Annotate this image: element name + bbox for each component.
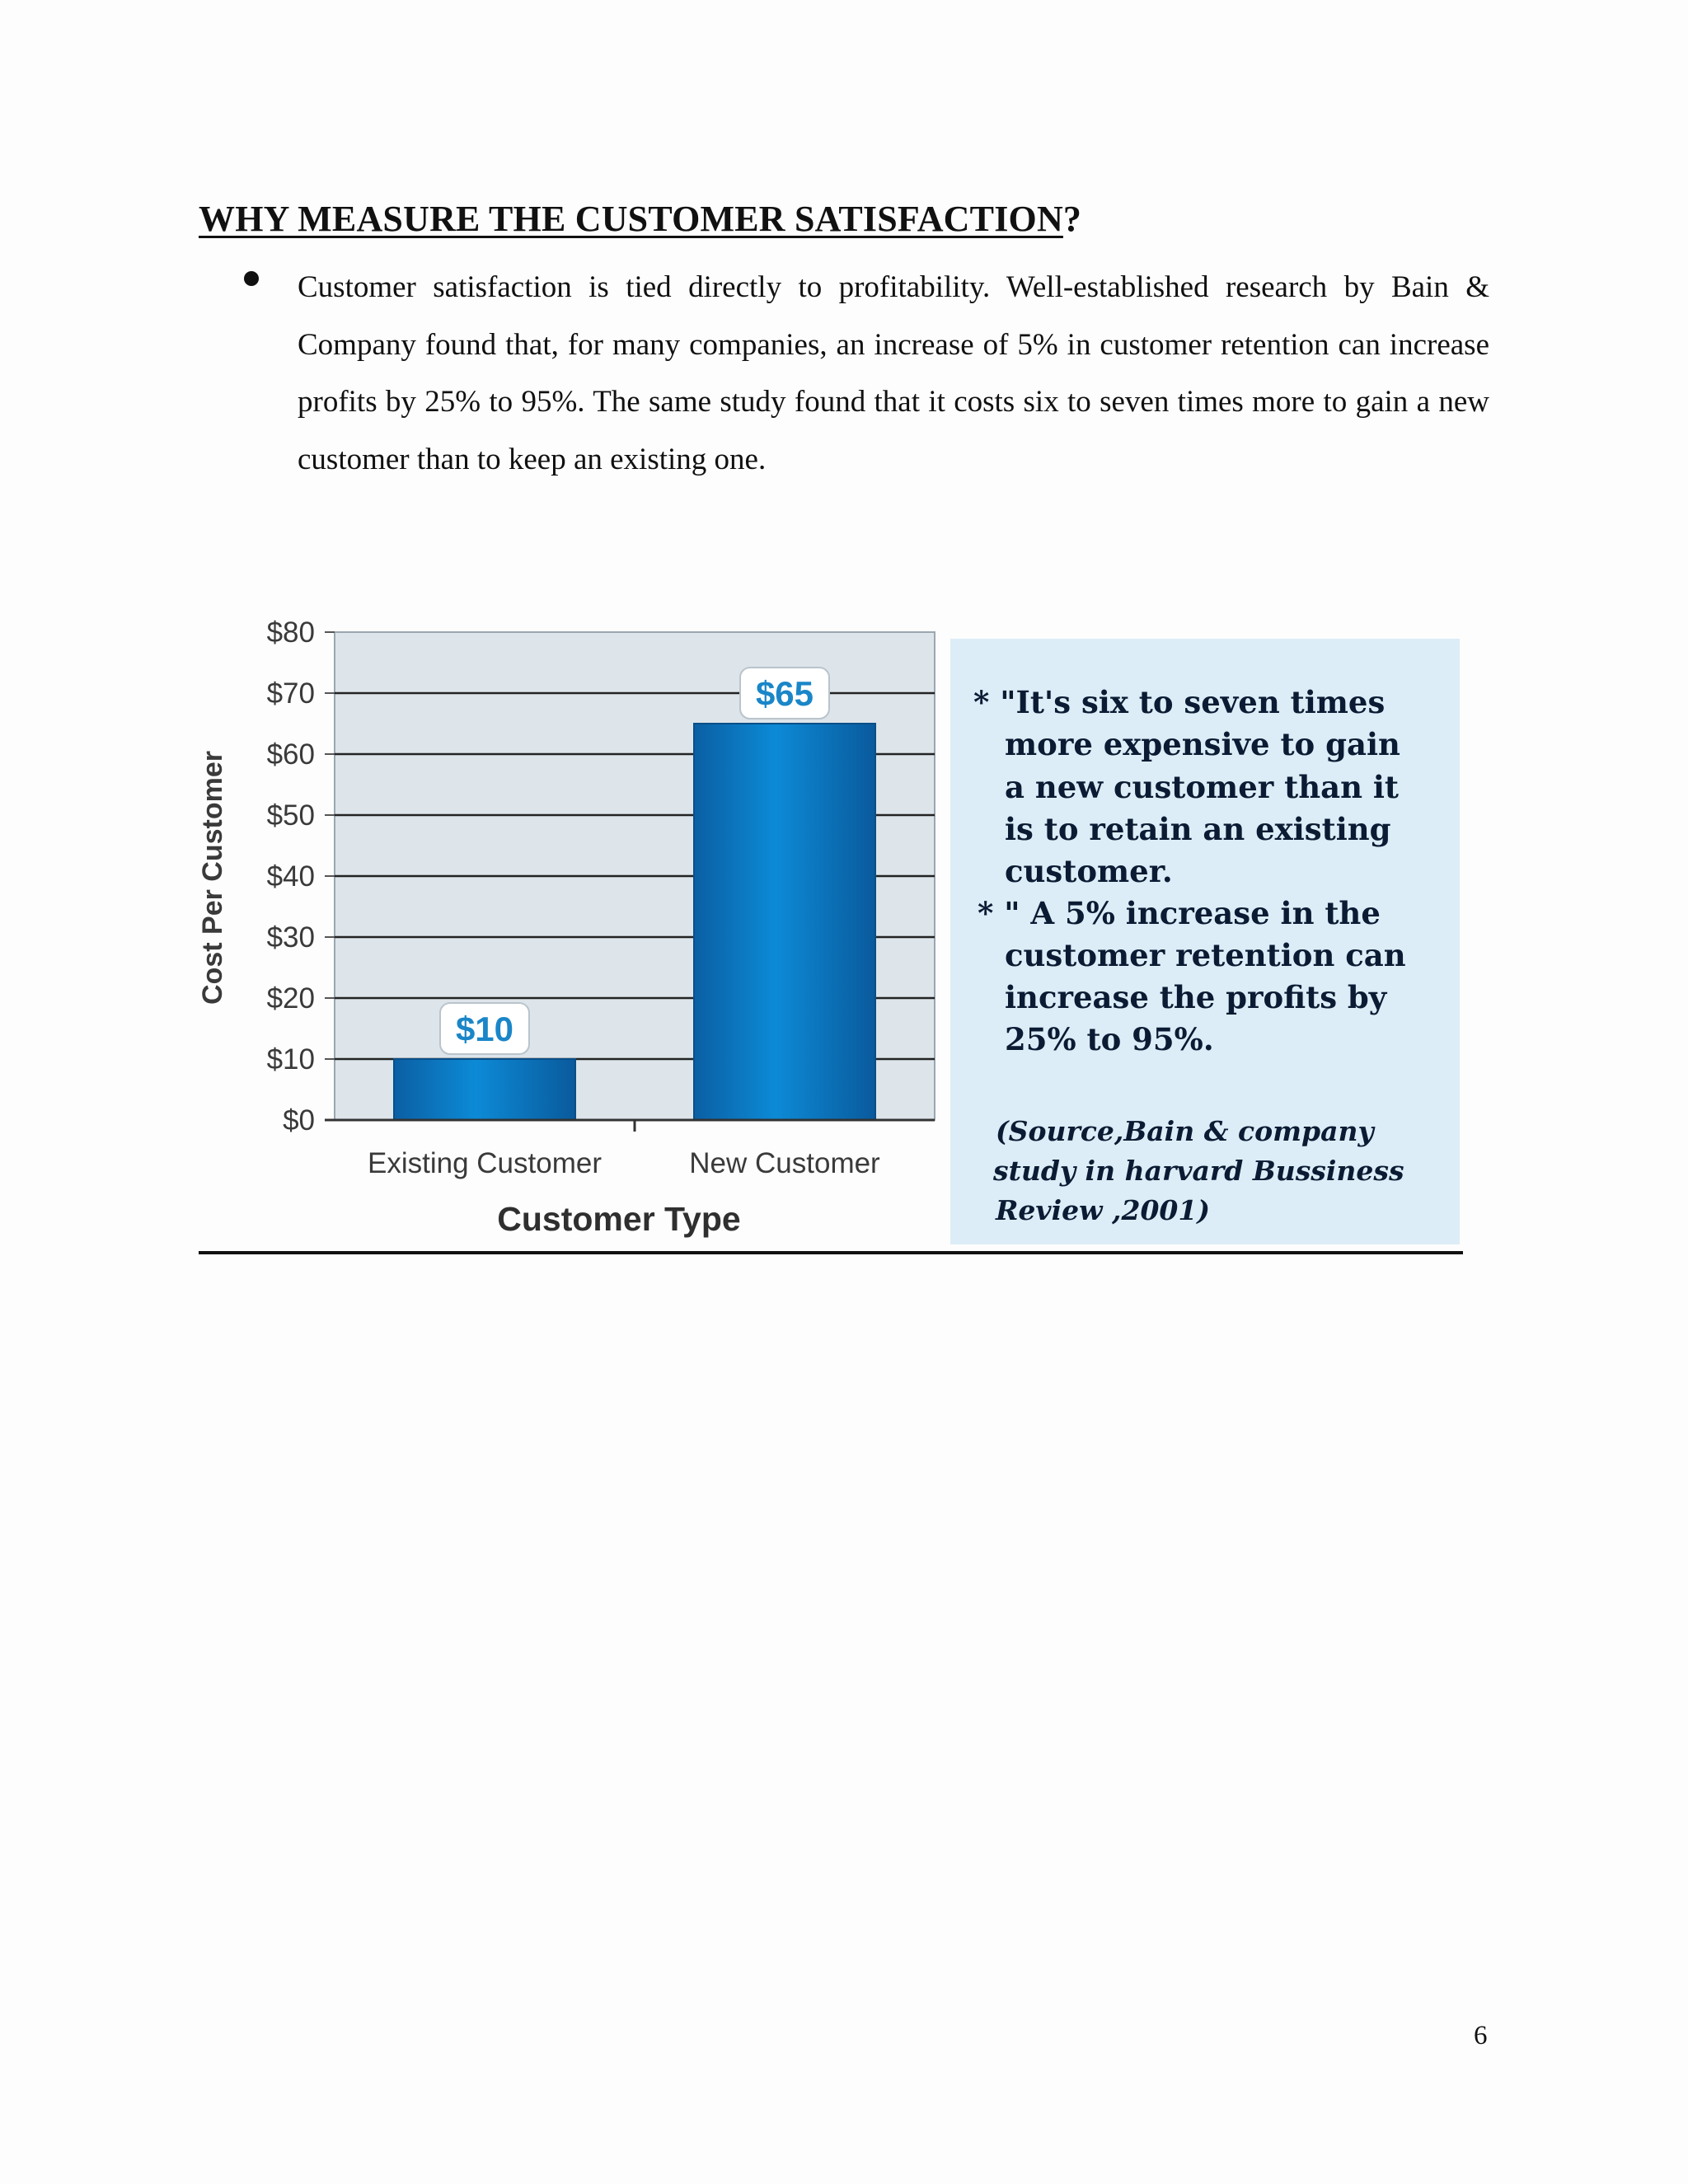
section-heading-suffix: ? [1062, 199, 1082, 239]
section-heading-text: WHY MEASURE THE CUSTOMER SATISFACTION [199, 199, 1063, 239]
x-tick-label: Existing Customer [368, 1147, 602, 1179]
bar [394, 1059, 575, 1120]
section-heading [199, 198, 1081, 240]
quote-box [950, 639, 1460, 1244]
quote-line: is to retain an existing [1005, 811, 1391, 847]
y-tick-label: $60 [266, 738, 315, 771]
data-label: $10 [455, 1010, 514, 1048]
source-line: study in harvard Bussiness [993, 1155, 1404, 1187]
x-ticks [368, 1120, 880, 1179]
body-paragraph: Customer satisfaction is tied directly to profitability. Well-established research by Bain & Company found that, for many companies, an increase of 5% in customer retention can increase profits by 25% to 95%. The same study found that it costs six to seven times more to gain a new customer than to keep an existing one. [298, 270, 1489, 476]
x-axis-title: Customer Type [497, 1200, 741, 1238]
y-tick-label: $80 [266, 616, 315, 649]
bar [694, 724, 875, 1120]
quote-line: increase the profits by [1005, 979, 1387, 1015]
y-tick-label: $40 [266, 860, 315, 893]
quote-line: more expensive to gain [1005, 726, 1400, 762]
figure [195, 598, 1464, 1257]
quote-line: a new customer than it [1005, 769, 1400, 805]
quote-line: customer retention can [1005, 937, 1406, 973]
data-label: $65 [755, 674, 814, 713]
y-tick-label: $20 [266, 982, 315, 1015]
source-line: Review ,2001) [996, 1194, 1210, 1226]
source-line: (Source,Bain & company [996, 1115, 1374, 1147]
y-tick-label: $30 [266, 921, 315, 954]
page-number: 6 [1474, 2021, 1488, 2050]
bullet-icon [244, 271, 259, 286]
y-axis-title: Cost Per Customer [197, 751, 228, 1005]
bar-chart [195, 598, 936, 1257]
y-tick-label: $70 [266, 677, 315, 710]
y-tick-label: $50 [266, 799, 315, 832]
y-tick-label: $10 [266, 1043, 315, 1076]
quote-line: customer. [1005, 853, 1173, 889]
y-tick-label: $0 [283, 1104, 315, 1137]
figure-bottom-rule [199, 1251, 1463, 1254]
quote-line: * "It's six to seven times [973, 684, 1386, 720]
x-tick-label: New Customer [689, 1147, 880, 1179]
quote-line: 25% to 95%. [1005, 1021, 1214, 1057]
quote-line: * " A 5% increase in the [978, 895, 1381, 931]
